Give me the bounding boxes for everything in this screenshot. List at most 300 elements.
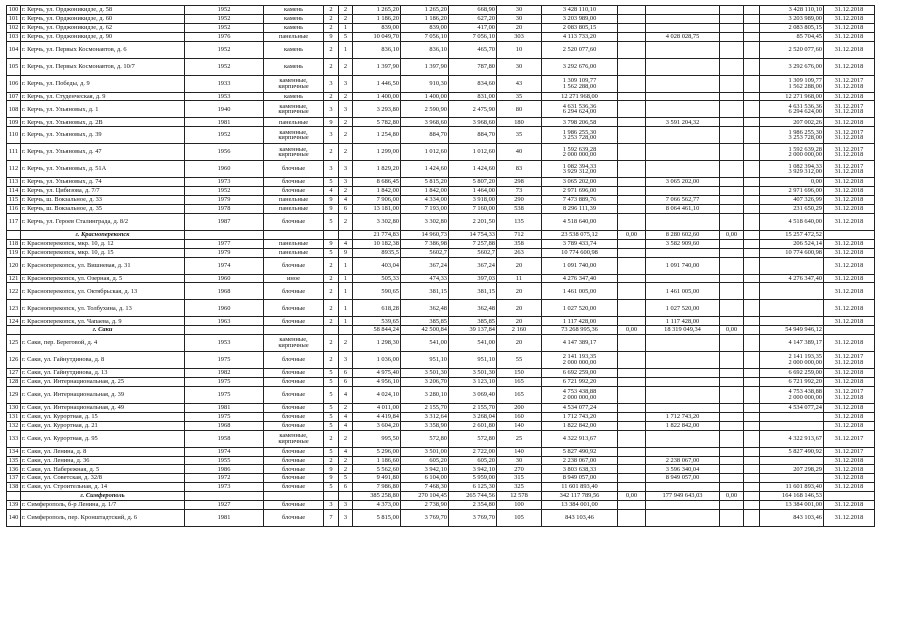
entrances-count: 3 [339, 352, 353, 369]
cost-col-2 [618, 352, 646, 369]
deadline-date: 31.12.2018 [824, 274, 875, 283]
cost-col-3 [646, 14, 720, 23]
address-cell: г. Симферополь [21, 492, 185, 501]
residential-area: 3 769,70 [449, 509, 497, 526]
residents-count: 20 [497, 317, 542, 326]
living-area: 14 960,73 [401, 230, 449, 239]
cost-col-3 [646, 92, 720, 101]
total-area: 8 686,45 [353, 178, 401, 187]
floors-count: 3 [324, 127, 339, 144]
table-body [7, 6, 875, 527]
residents-count: 298 [497, 178, 542, 187]
entrances-count: 1 [339, 41, 353, 58]
living-area: 385,85 [401, 317, 449, 326]
cost-col-3: 3 591 204,32 [646, 118, 720, 127]
residents-count: 30 [497, 58, 542, 75]
cost-col-3: 1 822 842,00 [646, 421, 720, 430]
deadline-date: 31.12.2018 [824, 248, 875, 257]
floors-count: 2 [324, 274, 339, 283]
entrances-count: 1 [339, 23, 353, 32]
residents-count: 35 [497, 92, 542, 101]
residents-count: 140 [497, 447, 542, 456]
cost-col-5 [744, 58, 760, 75]
total-area: 7 986,80 [353, 483, 401, 492]
cost-col-4 [720, 474, 744, 483]
address-cell: г. Саки, ул. Строительная, д. 14 [21, 483, 185, 492]
floors-count: 2 [324, 335, 339, 352]
floors-count: 2 [324, 456, 339, 465]
floors-count [324, 326, 339, 335]
year-built: 1977 [185, 239, 264, 248]
living-area: 910,30 [401, 75, 449, 92]
entrances-count: 5 [339, 32, 353, 41]
table-row [7, 178, 875, 187]
deadline-date: 31.12.2018 [824, 118, 875, 127]
entrances-count: 9 [339, 248, 353, 257]
row-number: 124 [7, 317, 21, 326]
entrances-count: 2 [339, 465, 353, 474]
cost-col-5 [744, 283, 760, 300]
total-cost: 11 601 893,40 [542, 483, 618, 492]
address-cell: г. Саки, ул. Курортная, д. 15 [21, 412, 185, 421]
total-area: 58 844,24 [353, 326, 401, 335]
residential-area: 834,60 [449, 75, 497, 92]
cost-col-2 [618, 101, 646, 118]
cost-col-2 [618, 404, 646, 413]
deadline-date: 31.12.2018 [824, 501, 875, 510]
cost-col-3: 1 117 428,00 [646, 317, 720, 326]
cost-col-5 [744, 378, 760, 387]
cost-col-5 [744, 404, 760, 413]
address-cell: г. Красноперекопск [21, 230, 185, 239]
row-number: 112 [7, 161, 21, 178]
row-number: 128 [7, 378, 21, 387]
total-cost: 73 268 995,36 [542, 326, 618, 335]
living-area: 1 186,20 [401, 14, 449, 23]
year-built [185, 326, 264, 335]
residents-count: 180 [497, 118, 542, 127]
year-built: 1975 [185, 378, 264, 387]
cost-col-4 [720, 239, 744, 248]
total-cost: 4 322 913,67 [542, 430, 618, 447]
address-cell: г. Саки, ул. Интернациональная, д. 25 [21, 378, 185, 387]
cost-col-3 [646, 58, 720, 75]
cost-col-2 [618, 58, 646, 75]
residential-area: 3 942,10 [449, 465, 497, 474]
address-cell: г. Саки, ул. Интернациональная, д. 49 [21, 404, 185, 413]
cost-col-5 [744, 75, 760, 92]
cost-col-6: 11 601 893,40 [760, 483, 824, 492]
total-cost: 342 117 789,56 [542, 492, 618, 501]
cost-col-3 [646, 101, 720, 118]
living-area: 474,33 [401, 274, 449, 283]
cost-col-6 [760, 144, 824, 161]
cost-col-3 [646, 75, 720, 92]
wall-material: блочные [264, 300, 324, 317]
total-cost: 3 292 676,00 [542, 58, 618, 75]
cost-col-6-line: 4 753 438,88 [788, 388, 822, 396]
cost-col-3 [646, 127, 720, 144]
address-cell: г. Саки, ул. Курортная, д. 21 [21, 421, 185, 430]
cost-col-4 [720, 421, 744, 430]
table-row [7, 447, 875, 456]
total-cost [542, 161, 618, 178]
cost-col-5 [744, 6, 760, 15]
cost-col-3: 3 065 202,00 [646, 178, 720, 187]
deadline-date: 31.12.2018 [824, 369, 875, 378]
total-area: 539,65 [353, 317, 401, 326]
total-area: 590,65 [353, 283, 401, 300]
cost-col-4 [720, 41, 744, 58]
living-area: 7 193,00 [401, 205, 449, 214]
cost-col-2 [618, 412, 646, 421]
wall-material: блочные [264, 483, 324, 492]
cost-col-6: 2 520 077,60 [760, 41, 824, 58]
wall-material: блочные [264, 501, 324, 510]
residential-area: 2 201,50 [449, 213, 497, 230]
deadline-date: 31.12.2017 [824, 447, 875, 456]
residents-count: 358 [497, 239, 542, 248]
row-number: 102 [7, 23, 21, 32]
cost-col-6 [760, 317, 824, 326]
year-built: 1953 [185, 335, 264, 352]
cost-col-5 [744, 352, 760, 369]
cost-col-3 [646, 144, 720, 161]
cost-col-2 [618, 378, 646, 387]
address-cell: г. Красноперекопск, ул. Толбухина, д. 13 [21, 300, 185, 317]
table-row [7, 101, 875, 118]
total-cost [542, 352, 618, 369]
wall-material: каменные, кирпичные [264, 101, 324, 118]
residential-area: 265 744,56 [449, 492, 497, 501]
deadline-date: 31.12.2018 [824, 404, 875, 413]
table-row [7, 483, 875, 492]
total-cost-line: 2 141 193,35 [562, 353, 597, 361]
total-cost-line: 2 000 000,00 [562, 151, 597, 159]
year-built: 1958 [185, 430, 264, 447]
residential-area: 3 501,30 [449, 369, 497, 378]
cost-col-2 [618, 483, 646, 492]
cost-col-4 [720, 144, 744, 161]
entrances-count: 6 [339, 483, 353, 492]
cost-col-4 [720, 465, 744, 474]
row-number: 132 [7, 421, 21, 430]
cost-col-4 [720, 335, 744, 352]
entrances-count: 4 [339, 239, 353, 248]
total-cost: 3 798 206,58 [542, 118, 618, 127]
deadline-date-line: 31.12.2017 [834, 145, 864, 153]
table-row [7, 14, 875, 23]
year-built: 1952 [185, 41, 264, 58]
floors-count: 5 [324, 483, 339, 492]
year-built: 1976 [185, 32, 264, 41]
address-cell: г. Керчь, ул. Ульяновых, д. 47 [21, 144, 185, 161]
address-cell: г. Керчь, ул. Цибизова, д. 7/7 [21, 187, 185, 196]
residential-area: 5 807,20 [449, 178, 497, 187]
total-cost: 843 103,46 [542, 509, 618, 526]
wall-material: панельные [264, 239, 324, 248]
entrances-count [339, 492, 353, 501]
living-area: 572,80 [401, 430, 449, 447]
wall-material: каменные, кирпичные [264, 127, 324, 144]
address-cell: г. Керчь, ул. Героев Сталинграда, д. 8/2 [21, 213, 185, 230]
wall-material: блочные [264, 421, 324, 430]
cost-col-4 [720, 6, 744, 15]
residents-count: 80 [497, 101, 542, 118]
entrances-count: 6 [339, 369, 353, 378]
entrances-count: 2 [339, 213, 353, 230]
row-number: 140 [7, 509, 21, 526]
cost-col-3 [646, 430, 720, 447]
cost-col-5 [744, 317, 760, 326]
cost-col-2 [618, 474, 646, 483]
cost-col-2 [618, 32, 646, 41]
table-row [7, 144, 875, 161]
total-area: 1 186,20 [353, 14, 401, 23]
residential-area: 397,03 [449, 274, 497, 283]
deadline-date-line: 31.12.2018 [834, 108, 864, 116]
cost-col-6 [760, 127, 824, 144]
total-area: 1 265,20 [353, 6, 401, 15]
residential-area: 2 722,00 [449, 447, 497, 456]
year-built: 1960 [185, 274, 264, 283]
row-number: 106 [7, 75, 21, 92]
cost-col-5 [744, 474, 760, 483]
city-subtotal-row [7, 230, 875, 239]
wall-material [264, 492, 324, 501]
entrances-count: 4 [339, 412, 353, 421]
floors-count: 7 [324, 509, 339, 526]
deadline-date [824, 387, 875, 404]
residents-count: 160 [497, 412, 542, 421]
residential-area: 605,20 [449, 456, 497, 465]
cost-col-6 [760, 101, 824, 118]
total-cost-line: 1 309 109,77 [562, 76, 597, 84]
residential-area: 3 268,04 [449, 412, 497, 421]
floors-count: 3 [324, 161, 339, 178]
cost-col-2: 0,00 [618, 326, 646, 335]
total-area: 385 258,80 [353, 492, 401, 501]
total-area: 4 011,00 [353, 404, 401, 413]
floors-count: 9 [324, 32, 339, 41]
cost-col-4 [720, 14, 744, 23]
floors-count: 4 [324, 187, 339, 196]
year-built: 1955 [185, 456, 264, 465]
cost-col-6: 231 650,29 [760, 205, 824, 214]
living-area: 5 815,20 [401, 178, 449, 187]
row-number: 139 [7, 501, 21, 510]
entrances-count: 2 [339, 187, 353, 196]
total-cost: 8 949 057,00 [542, 474, 618, 483]
entrances-count: 4 [339, 196, 353, 205]
living-area: 42 500,84 [401, 326, 449, 335]
total-cost: 3 203 989,00 [542, 14, 618, 23]
cost-col-3: 18 319 049,34 [646, 326, 720, 335]
wall-material: камень [264, 23, 324, 32]
cost-col-2 [618, 456, 646, 465]
total-area: 1 397,90 [353, 58, 401, 75]
living-area: 3 769,70 [401, 509, 449, 526]
total-area: 1 400,00 [353, 92, 401, 101]
deadline-date-line: 31.12.2018 [834, 394, 864, 402]
cost-col-2 [618, 118, 646, 127]
living-area: 7 468,30 [401, 483, 449, 492]
address-cell: г. Саки, ул. Советская, д. 32/8 [21, 474, 185, 483]
cost-col-6: 4 147 389,17 [760, 335, 824, 352]
cost-col-4 [720, 32, 744, 41]
total-area: 505,33 [353, 274, 401, 283]
row-number: 110 [7, 127, 21, 144]
total-area: 3 293,80 [353, 101, 401, 118]
residential-area: 39 137,84 [449, 326, 497, 335]
wall-material: блочные [264, 213, 324, 230]
living-area: 2 738,90 [401, 501, 449, 510]
cost-col-5 [744, 14, 760, 23]
cost-col-4 [720, 447, 744, 456]
residential-area: 3 968,60 [449, 118, 497, 127]
deadline-date [824, 101, 875, 118]
deadline-date [824, 161, 875, 178]
table-row [7, 412, 875, 421]
address-cell: г. Керчь, ул. Орджоникидзе, д. 58 [21, 6, 185, 15]
cost-col-2 [618, 127, 646, 144]
total-area: 21 774,83 [353, 230, 401, 239]
cost-col-6-line: 1 309 109,77 [788, 76, 822, 84]
cost-col-6: 207 002,26 [760, 118, 824, 127]
deadline-date: 31.12.2018 [824, 41, 875, 58]
cost-col-3: 2 238 067,00 [646, 456, 720, 465]
cost-col-6 [760, 300, 824, 317]
cost-col-6 [760, 75, 824, 92]
cost-col-2 [618, 187, 646, 196]
wall-material: блочные [264, 447, 324, 456]
cost-col-6 [760, 352, 824, 369]
cost-col-3 [646, 378, 720, 387]
address-cell: г. Саки, ул. Курортная, д. 95 [21, 430, 185, 447]
year-built: 1953 [185, 92, 264, 101]
wall-material: блочные [264, 387, 324, 404]
cost-col-2 [618, 274, 646, 283]
deadline-date: 31.12.2018 [824, 300, 875, 317]
table-row [7, 421, 875, 430]
cost-col-5 [744, 32, 760, 41]
cost-col-2 [618, 248, 646, 257]
year-built: 1952 [185, 187, 264, 196]
table-row [7, 187, 875, 196]
wall-material: блочные [264, 187, 324, 196]
cost-col-2 [618, 14, 646, 23]
cost-col-5 [744, 483, 760, 492]
cost-col-4 [720, 509, 744, 526]
cost-col-3 [646, 352, 720, 369]
wall-material: панельные [264, 205, 324, 214]
address-cell: г. Керчь, ул. Ульяновых, д. 51А [21, 161, 185, 178]
deadline-date: 31.12.2018 [824, 239, 875, 248]
deadline-date [824, 75, 875, 92]
cost-col-2 [618, 317, 646, 326]
cost-col-3: 7 066 562,77 [646, 196, 720, 205]
cost-col-2 [618, 387, 646, 404]
entrances-count: 5 [339, 474, 353, 483]
address-cell: г. Красноперекопск, ул. Вишневая, д. 31 [21, 257, 185, 274]
total-area: 618,28 [353, 300, 401, 317]
cost-col-3: 3 582 909,60 [646, 239, 720, 248]
deadline-date: 31.12.2017 [824, 430, 875, 447]
total-cost-line: 1 592 639,28 [562, 145, 597, 153]
cost-col-5 [744, 127, 760, 144]
year-built: 1927 [185, 501, 264, 510]
address-cell: г. Керчь, ул. Победы, д. 9 [21, 75, 185, 92]
residential-area: 2 155,70 [449, 404, 497, 413]
row-number [7, 230, 21, 239]
year-built: 1972 [185, 474, 264, 483]
residents-count: 140 [497, 421, 542, 430]
total-area: 10 049,70 [353, 32, 401, 41]
residential-area: 541,00 [449, 335, 497, 352]
wall-material: блочные [264, 257, 324, 274]
total-cost: 1 091 740,00 [542, 257, 618, 274]
deadline-date: 31.12.2018 [824, 378, 875, 387]
floors-count: 9 [324, 239, 339, 248]
entrances-count: 4 [339, 387, 353, 404]
cost-col-4 [720, 387, 744, 404]
cost-col-6-line: 4 631 536,36 [788, 102, 822, 110]
address-cell: г. Саки, ул. Интернациональная, д. 39 [21, 387, 185, 404]
row-number: 119 [7, 248, 21, 257]
address-cell: г. Керчь, ш. Вокзальное, д. 33 [21, 196, 185, 205]
cost-col-6: 4 322 913,67 [760, 430, 824, 447]
total-cost: 23 538 075,12 [542, 230, 618, 239]
year-built: 1982 [185, 369, 264, 378]
cost-col-6: 407 326,99 [760, 196, 824, 205]
address-cell: г. Красноперекопск, ул. Чапаева, д. 9 [21, 317, 185, 326]
total-cost: 2 971 696,00 [542, 187, 618, 196]
total-cost-line: 2 000 000,00 [562, 359, 597, 367]
table-row [7, 75, 875, 92]
entrances-count: 3 [339, 75, 353, 92]
cost-col-6 [760, 257, 824, 274]
residential-area: 465,70 [449, 41, 497, 58]
wall-material: блочные [264, 456, 324, 465]
cost-col-4 [720, 404, 744, 413]
cost-col-5 [744, 196, 760, 205]
row-number: 123 [7, 300, 21, 317]
city-subtotal-row [7, 326, 875, 335]
entrances-count: 4 [339, 447, 353, 456]
cost-col-3 [646, 483, 720, 492]
entrances-count: 6 [339, 378, 353, 387]
residential-area: 14 754,33 [449, 230, 497, 239]
total-area: 1 036,00 [353, 352, 401, 369]
cost-col-6-line: 2 000 000,00 [788, 394, 822, 402]
living-area: 1 842,00 [401, 187, 449, 196]
floors-count: 9 [324, 205, 339, 214]
wall-material: блочные [264, 317, 324, 326]
entrances-count: 4 [339, 421, 353, 430]
cost-col-3 [646, 501, 720, 510]
residential-area: 3 069,40 [449, 387, 497, 404]
year-built: 1981 [185, 404, 264, 413]
deadline-date [824, 326, 875, 335]
total-cost: 12 271 968,00 [542, 92, 618, 101]
cost-col-4 [720, 501, 744, 510]
total-cost: 1 461 005,00 [542, 283, 618, 300]
living-area: 839,00 [401, 23, 449, 32]
floors-count: 3 [324, 75, 339, 92]
floors-count: 5 [324, 387, 339, 404]
total-area: 4 024,10 [353, 387, 401, 404]
cost-col-6: 12 271 968,00 [760, 92, 824, 101]
